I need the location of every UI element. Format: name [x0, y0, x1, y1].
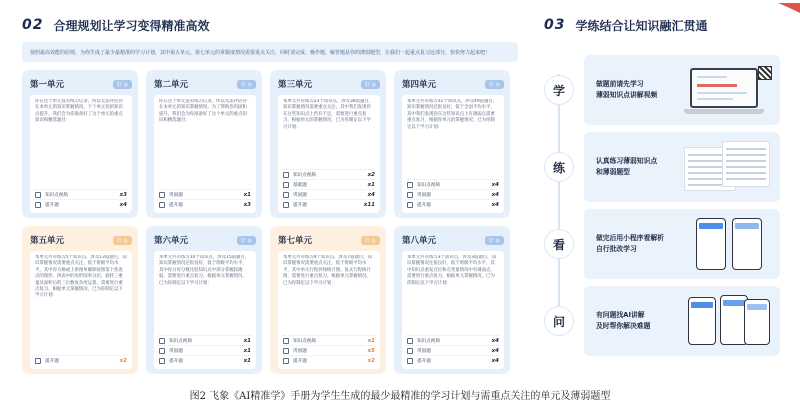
step-line-1: 做完后用小程序看解析: [596, 234, 664, 242]
resource-item: [283, 189, 375, 199]
resource-label: 提升题: [169, 358, 183, 364]
resource-count: x1: [243, 191, 251, 198]
resource-icon: [283, 348, 289, 354]
resource-label: 巩固题: [169, 192, 183, 198]
unit-resource-list: [283, 335, 375, 365]
unit-card-header: [402, 233, 504, 247]
step-badge: 练: [544, 152, 574, 182]
resource-count: x4: [491, 191, 499, 198]
section-number: 03: [544, 17, 566, 33]
resource-icon: [283, 182, 289, 188]
ai-explain-illustration: [682, 293, 772, 349]
resource-item: [407, 335, 499, 345]
unit-status-tag: 好 ◎: [237, 236, 256, 245]
unit-grid: [22, 70, 522, 374]
unit-description: 你在这个单元没有练习记录，所以无法评估你在本单元的知识掌握情况。为了帮助你巩固和提升，我们会为你准备好了这个单元的重点知识和精选题目：: [159, 99, 247, 124]
resource-icon: [159, 358, 165, 364]
unit-card-body: [30, 251, 132, 369]
step-card: [584, 209, 780, 279]
resource-icon: [283, 202, 289, 208]
unit-card-header: [278, 233, 380, 247]
unit-description: 本单元共有练习5个知识点，涉及13道题目，知识掌握情况需要重点关注，低于班级平均水平。其中你方格或上新图单解除按照第个焦查点的图形、拼表中的角形圆率分层，旋转三重量及面积后的三位数复杂度运算，需要进行重点复习。根据单元掌握情况，已为你制定以下学习计划：: [35, 255, 127, 299]
unit-resource-list: [159, 189, 251, 209]
study-plan-section: [22, 14, 522, 382]
resource-icon: [407, 182, 413, 188]
unit-status-tag: 好 ◎: [113, 236, 132, 245]
unit-resource-list: [407, 335, 499, 365]
resource-icon: [35, 358, 41, 364]
section-number: 02: [22, 17, 44, 33]
resource-item: [283, 345, 375, 355]
resource-count: x3: [243, 201, 251, 208]
resource-item: [159, 199, 251, 209]
resource-item: [283, 335, 375, 345]
unit-title: 第五单元: [30, 236, 65, 246]
intro-text: 按照最高效能的原则，为你生成了最少最精准的学习计划，其中第五单元、第七单元的掌握度情况需要重点关注，同时请完成、操作题、解答题是你的薄弱题型，让我们一起重点复习这部分，快快努力起来吧！: [30, 49, 491, 56]
step-practice: [538, 131, 788, 203]
resource-count: x1: [367, 181, 375, 188]
unit-title: 第二单元: [154, 80, 189, 90]
resource-count: x4: [491, 181, 499, 188]
unit-card-body: [278, 251, 380, 369]
resource-icon: [283, 358, 289, 364]
resource-label: 巩固题: [293, 348, 307, 354]
resource-count: x5: [367, 347, 375, 354]
resource-item: [407, 189, 499, 199]
resource-label: 巩固题: [417, 192, 431, 198]
resource-item: [283, 199, 375, 209]
step-line-2: 薄弱知识点讲解视频: [596, 91, 658, 99]
resource-icon: [407, 202, 413, 208]
decorative-corner: [770, 0, 800, 12]
resource-count: x4: [491, 201, 499, 208]
resource-item: [283, 169, 375, 179]
resource-icon: [407, 348, 413, 354]
step-badge: 学: [544, 75, 574, 105]
unit-card-header: [154, 77, 256, 91]
resource-label: 提升题: [293, 358, 307, 364]
resource-label: 提升题: [45, 358, 59, 364]
resource-count: x1: [243, 347, 251, 354]
unit-status-tag: 好 ◎: [361, 80, 380, 89]
resource-label: 知识点视频: [293, 172, 316, 178]
resource-count: x1: [243, 337, 251, 344]
resource-count: x11: [363, 201, 375, 208]
resource-count: x2: [119, 357, 127, 364]
resource-label: 知识点视频: [417, 338, 440, 344]
unit-title: 第一单元: [30, 80, 65, 90]
unit-card-body: [402, 251, 504, 369]
unit-description: 本单元共有练习3个知识点，涉及3道题目，知识掌握情况还很良好，低于班级平均水平，其中知识点重复点位和点变量情况中有薄弱点，需要进行重点复习，根据单元掌握情况，已为你制定以下学习计划：: [407, 255, 497, 286]
unit-status-tag: 好 ◎: [113, 80, 132, 89]
section-title: 学练结合让知识融汇贯通: [575, 18, 708, 33]
resource-item: [407, 179, 499, 189]
resource-count: x1: [367, 337, 375, 344]
unit-description: 本单元共有练习4个知识点，涉及7道题目，知识掌握情况需要重点关注，低于班级平均水平，其中单元行程折线统计图、复式行程统计图，需要进行重点复习。根据单元掌握情况，已为你制定以下学习计划：: [283, 255, 373, 286]
unit-card-body: [154, 95, 256, 213]
resource-count: x3: [119, 191, 127, 198]
unit-title: 第六单元: [154, 236, 189, 246]
unit-card-body: [402, 95, 504, 213]
unit-card: [22, 70, 138, 218]
step-review: [538, 208, 788, 280]
resource-count: x2: [367, 357, 375, 364]
resource-item: [159, 335, 251, 345]
unit-card-body: [278, 95, 380, 213]
step-line-1: 做题前请先学习: [596, 80, 644, 88]
resource-icon: [159, 202, 165, 208]
unit-card-header: [30, 233, 132, 247]
unit-card-body: [30, 95, 132, 213]
resource-icon: [159, 192, 165, 198]
step-badge: 看: [544, 229, 574, 259]
steps-list: [538, 54, 788, 362]
resource-label: 提升题: [45, 202, 59, 208]
unit-card: [270, 226, 386, 374]
resource-label: 知识点视频: [45, 192, 68, 198]
resource-icon: [35, 202, 41, 208]
resource-label: 提升题: [417, 202, 431, 208]
resource-count: x4: [367, 191, 375, 198]
resource-item: [159, 355, 251, 365]
unit-status-tag: 好 ◎: [237, 80, 256, 89]
unit-title: 第八单元: [402, 236, 437, 246]
unit-status-tag: 好 ◎: [361, 236, 380, 245]
resource-label: 知识点视频: [417, 182, 440, 188]
resource-label: 提升题: [417, 358, 431, 364]
resource-item: [159, 345, 251, 355]
resource-count: x2: [367, 171, 375, 178]
step-card: [584, 286, 780, 356]
unit-card: [394, 226, 510, 374]
step-line-1: 认真练习薄弱知识点: [596, 157, 658, 165]
resource-icon: [35, 192, 41, 198]
step-line-2: 及时帮你解决难题: [596, 322, 651, 330]
resource-item: [283, 355, 375, 365]
unit-card: [22, 226, 138, 374]
resource-item: [159, 189, 251, 199]
qr-code-icon: [758, 66, 772, 80]
unit-resource-list: [159, 335, 251, 365]
resource-item: [407, 355, 499, 365]
resource-item: [407, 199, 499, 209]
unit-description: 本单元共有练习10个知识点，涉及15道题目，知识掌握情况还很良好，低于班级平均水平，其中你分母分数比较知识点中部分掌握较薄弱，需要进行重点复习。根据单元掌握情况，已为你制定以下学习计划：: [159, 255, 250, 286]
resource-icon: [159, 338, 165, 344]
resource-label: 巩固题: [293, 192, 307, 198]
resource-label: 巩固题: [169, 348, 183, 354]
step-line-2: 和薄弱题型: [596, 168, 630, 176]
step-ask: [538, 285, 788, 357]
unit-resource-list: [35, 189, 127, 209]
intro-banner: [22, 42, 518, 62]
unit-status-tag: 好 ◎: [485, 236, 504, 245]
step-card: [584, 55, 780, 125]
resource-icon: [407, 338, 413, 344]
unit-status-tag: 好 ◎: [485, 80, 504, 89]
resource-item: [35, 199, 127, 209]
resource-item: [407, 345, 499, 355]
step-learn: [538, 54, 788, 126]
unit-title: 第三单元: [278, 80, 313, 90]
resource-item: [283, 179, 375, 189]
step-line-1: 有问题找AI讲解: [596, 311, 645, 319]
unit-card: [146, 226, 262, 374]
resource-label: 提升题: [293, 202, 307, 208]
resource-item: [35, 189, 127, 199]
resource-label: 提升题: [169, 202, 183, 208]
unit-card: [394, 70, 510, 218]
section-header: [544, 14, 788, 36]
resource-icon: [283, 338, 289, 344]
resource-icon: [283, 172, 289, 178]
resource-icon: [407, 358, 413, 364]
unit-card: [270, 70, 386, 218]
resource-label: 知识点视频: [293, 338, 316, 344]
unit-description: 本单元共有练习23个知识点，涉及38道题目，知识掌握情况需要重点关注，其中我们发现你在这些知识点上仍有不足，需要进行重点复习。根据单元的掌握情况，已为你制定以下学习计划：: [283, 99, 374, 130]
phone-app-illustration: [682, 216, 772, 272]
unit-resource-list: [35, 355, 127, 365]
unit-card: [146, 70, 262, 218]
unit-card-header: [154, 233, 256, 247]
resource-count: x4: [491, 337, 499, 344]
resource-count: x1: [243, 357, 251, 364]
step-badge: 问: [544, 306, 574, 336]
step-line-2: 自行批改学习: [596, 245, 637, 253]
resource-label: 基础题: [293, 182, 307, 188]
laptop-video-illustration: [682, 62, 772, 118]
resource-icon: [159, 348, 165, 354]
unit-description: 你在这个单元没有练习记录，所以无法评估你在本单元的知识掌握情况。下个单元你的知识点提升，我们会为你准备好了这个单元的重点知识和精选题目：: [35, 99, 123, 124]
resource-label: 知识点视频: [169, 338, 192, 344]
resource-count: x4: [491, 347, 499, 354]
unit-card-body: [154, 251, 256, 369]
resource-icon: [283, 192, 289, 198]
resource-item: [35, 355, 127, 365]
worksheet-illustration: [682, 139, 772, 195]
step-card: [584, 132, 780, 202]
unit-description: 本单元共有练习31个知识点，涉及49道题目，知识掌握情况还很良好，低于全国平均水平，其中我们发现你在这些知识点上有薄弱点需要重点复习，根据你单元的掌握情况，已为你制定以下学习计划：: [407, 99, 498, 130]
resource-label: 巩固题: [417, 348, 431, 354]
practice-section: [538, 14, 788, 382]
unit-resource-list: [283, 169, 375, 209]
resource-count: x4: [119, 201, 127, 208]
section-title: 合理规划让学习变得精准高效: [53, 18, 210, 33]
unit-card-header: [30, 77, 132, 91]
unit-card-header: [278, 77, 380, 91]
resource-icon: [407, 192, 413, 198]
unit-title: 第四单元: [402, 80, 437, 90]
unit-resource-list: [407, 179, 499, 209]
figure-caption: 图2 飞象《AI精准学》手册为学生生成的最少最精准的学习计划与需重点关注的单元及薄弱题型: [189, 391, 611, 402]
unit-card-header: [402, 77, 504, 91]
resource-count: x4: [491, 357, 499, 364]
section-header: [22, 14, 522, 36]
unit-title: 第七单元: [278, 236, 313, 246]
